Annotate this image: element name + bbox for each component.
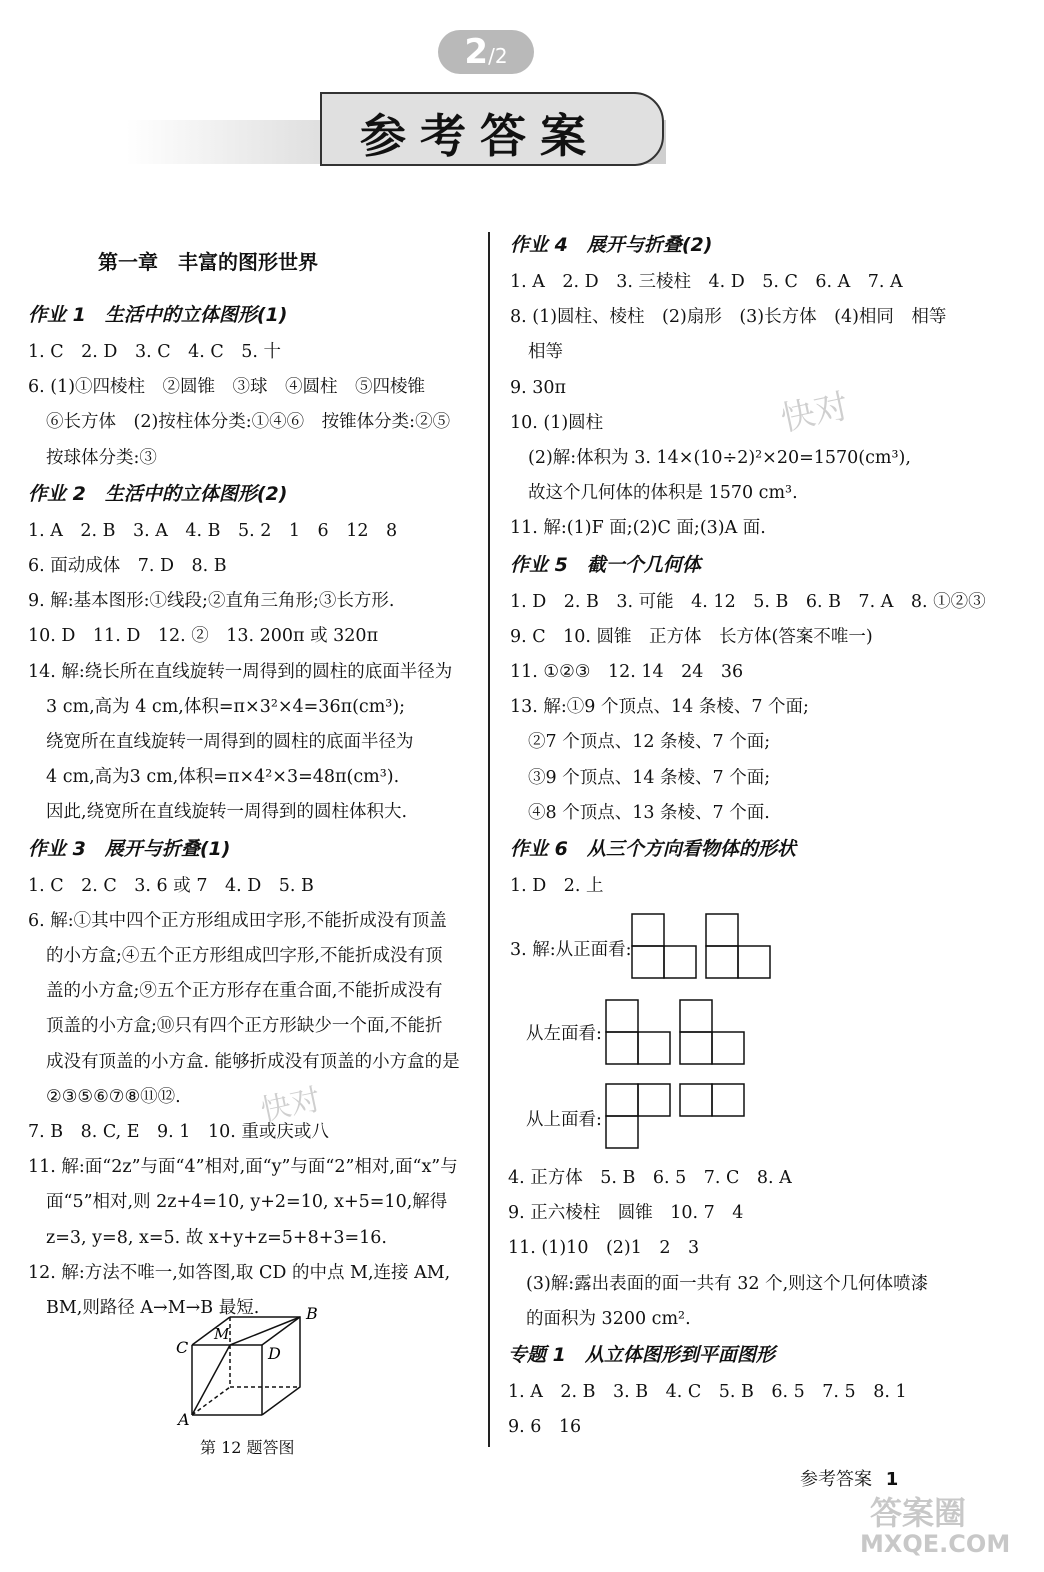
answer-line: 14. 解:绕长所在直线旋转一周得到的圆柱的底面半径为 — [28, 661, 453, 682]
answer-line: 9. 正六棱柱 圆锥 10. 7 4 — [508, 1203, 744, 1224]
section-heading: 作业 3 展开与折叠(1) — [28, 837, 231, 860]
section-heading: 作业 2 生活中的立体图形(2) — [28, 482, 288, 505]
cube-edges — [192, 1317, 300, 1415]
section-heading: 作业 4 展开与折叠(2) — [510, 234, 713, 256]
answer-line: 10. D 11. D 12. ② 13. 200π 或 320π — [28, 626, 379, 647]
view-left-figures — [604, 998, 754, 1068]
answer-line: 的面积为 3200 cm². — [526, 1308, 691, 1329]
page-badge — [438, 30, 534, 74]
footer-label: 参考答案 — [800, 1469, 872, 1490]
answer-line: 成没有顶盖的小方盒. 能够折成没有顶盖的小方盒的是 — [46, 1051, 460, 1072]
watermark-site: 答案圈 — [870, 1494, 967, 1532]
answer-line: ②7 个顶点、12 条棱、7 个面; — [528, 732, 771, 753]
answer-line: ③9 个顶点、14 条棱、7 个面; — [528, 767, 771, 788]
page-title: 参考答案 — [360, 109, 600, 163]
answer-line: 13. 解:①9 个顶点、14 条棱、7 个面; — [510, 697, 809, 718]
answer-line: 6. 面动成体 7. D 8. B — [28, 556, 227, 576]
view-front-figures — [630, 912, 780, 982]
answer-line: (3)解:露出表面的面一共有 32 个,则这个几何体喷漆 — [526, 1273, 929, 1294]
cube-label-b: B — [306, 1305, 318, 1323]
answer-line: 8. (1)圆柱、棱柱 (2)扇形 (3)长方体 (4)相同 相等 — [510, 307, 947, 328]
section-heading: 作业 6 从三个方向看物体的形状 — [510, 838, 796, 860]
answer-line: 1. A 2. B 3. A 4. B 5. 2 1 6 12 8 — [28, 520, 398, 541]
answer-line: 11. 解:(1)F 面;(2)C 面;(3)A 面. — [510, 518, 766, 539]
footer-page-number: 1 — [885, 1469, 899, 1490]
view-top-label: 从上面看: — [526, 1110, 602, 1130]
cube-label-d: D — [268, 1344, 281, 1363]
cube-label-a: A — [178, 1410, 190, 1429]
answer-line: ②③⑤⑥⑦⑧⑪⑫. — [46, 1086, 181, 1107]
view-left-label: 从左面看: — [526, 1024, 602, 1044]
view-top-figures — [604, 1082, 754, 1154]
answer-line: 11. ①②③ 12. 14 24 36 — [510, 662, 744, 682]
page-badge-number: 2 — [464, 32, 489, 72]
answer-line: 按球体分类:③ — [46, 447, 157, 468]
section-heading: 专题 1 从立体图形到平面图形 — [508, 1344, 775, 1366]
cube-figure — [170, 1305, 330, 1435]
answer-line: 9. 解:基本图形:①线段;②直角三角形;③长方形. — [28, 591, 395, 612]
watermark-stamp-right: 快对 — [777, 386, 853, 440]
watermark-stamp-left: 快对 — [257, 1082, 324, 1129]
answer-line: 11. (1)10 (2)1 2 3 — [508, 1238, 700, 1259]
answer-line: 绕宽所在直线旋转一周得到的圆柱的底面半径为 — [46, 732, 414, 752]
answer-line: 7. B 8. C, E 9. 1 10. 重或庆或八 — [28, 1122, 329, 1142]
answer-line: 9. C 10. 圆锥 正方体 长方体(答案不唯一) — [510, 626, 873, 647]
cube-label-m: M — [214, 1325, 230, 1343]
page-badge-total: /2 — [488, 44, 508, 68]
answer-line: 1. A 2. D 3. 三棱柱 4. D 5. C 6. A 7. A — [510, 272, 903, 292]
answer-line: z=3, y=8, x=5. 故 x+y+z=5+8+3=16. — [46, 1227, 387, 1248]
answer-line: 1. D 2. 上 — [510, 876, 604, 896]
answer-line: 11. 解:面“2z”与面“4”相对,面“y”与面“2”相对,面“x”与 — [28, 1157, 458, 1178]
answer-line: 4. 正方体 5. B 6. 5 7. C 8. A — [508, 1168, 792, 1188]
cube-label-c: C — [176, 1338, 189, 1357]
answer-line: (2)解:体积为 3. 14×(10÷2)²×20=1570(cm³), — [528, 448, 911, 468]
cube-caption: 第 12 题答图 — [200, 1438, 295, 1457]
section-heading: 作业 1 生活中的立体图形(1) — [28, 304, 288, 326]
answer-line: 盖的小方盒;⑨五个正方形存在重合面,不能折成没有 — [46, 981, 443, 1002]
answer-line: 12. 解:方法不唯一,如答图,取 CD 的中点 M,连接 AM, — [28, 1262, 451, 1283]
answer-line: 1. C 2. D 3. C 4. C 5. 十 — [28, 342, 281, 362]
answer-line: 故这个几何体的体积是 1570 cm³. — [528, 483, 798, 504]
view-front-label: 3. 解:从正面看: — [510, 940, 632, 960]
answer-line: 3 cm,高为 4 cm,体积=π×3²×4=36π(cm³); — [46, 696, 406, 717]
answer-line: BM,则路径 A→M→B 最短. — [46, 1298, 260, 1318]
chapter-title: 第一章 丰富的图形世界 — [98, 250, 318, 274]
answer-line: 9. 6 16 — [508, 1417, 582, 1438]
answer-line: 面“5”相对,则 2z+4=10, y+2=10, x+5=10,解得 — [46, 1192, 448, 1213]
column-divider — [488, 232, 490, 1447]
answer-line: 6. (1)①四棱柱 ②圆锥 ③球 ④圆柱 ⑤四棱锥 — [28, 377, 426, 398]
answer-line: 顶盖的小方盒;⑩只有四个正方形缺少一个面,不能折 — [46, 1016, 443, 1037]
answer-line: ④8 个顶点、13 条棱、7 个面. — [528, 802, 770, 823]
answer-line: 1. D 2. B 3. 可能 4. 12 5. B 6. B 7. A 8. ①②③ — [510, 591, 986, 612]
section-heading: 作业 5 截一个几何体 — [510, 553, 701, 576]
answer-line: 的小方盒;④五个正方形组成凹字形,不能折成没有顶 — [46, 946, 443, 966]
answer-line: 6. 解:①其中四个正方形组成田字形,不能折成没有顶盖 — [28, 910, 447, 931]
answer-line: 4 cm,高为3 cm,体积=π×4²×3=48π(cm³). — [46, 767, 400, 788]
answer-line: 相等 — [528, 342, 563, 363]
answer-line: 1. C 2. C 3. 6 或 7 4. D 5. B — [28, 875, 314, 896]
answer-line: 9. 30π — [510, 377, 567, 398]
answer-line: 因此,绕宽所在直线旋转一周得到的圆柱体积大. — [46, 802, 408, 823]
watermark-url: MXQE.COM — [860, 1530, 1011, 1558]
answer-line: ⑥长方体 (2)按柱体分类:①④⑥ 按锥体分类:②⑤ — [46, 412, 451, 433]
answer-line: 10. (1)圆柱 — [510, 412, 604, 433]
answer-line: 1. A 2. B 3. B 4. C 5. B 6. 5 7. 5 8. 1 — [508, 1382, 907, 1402]
